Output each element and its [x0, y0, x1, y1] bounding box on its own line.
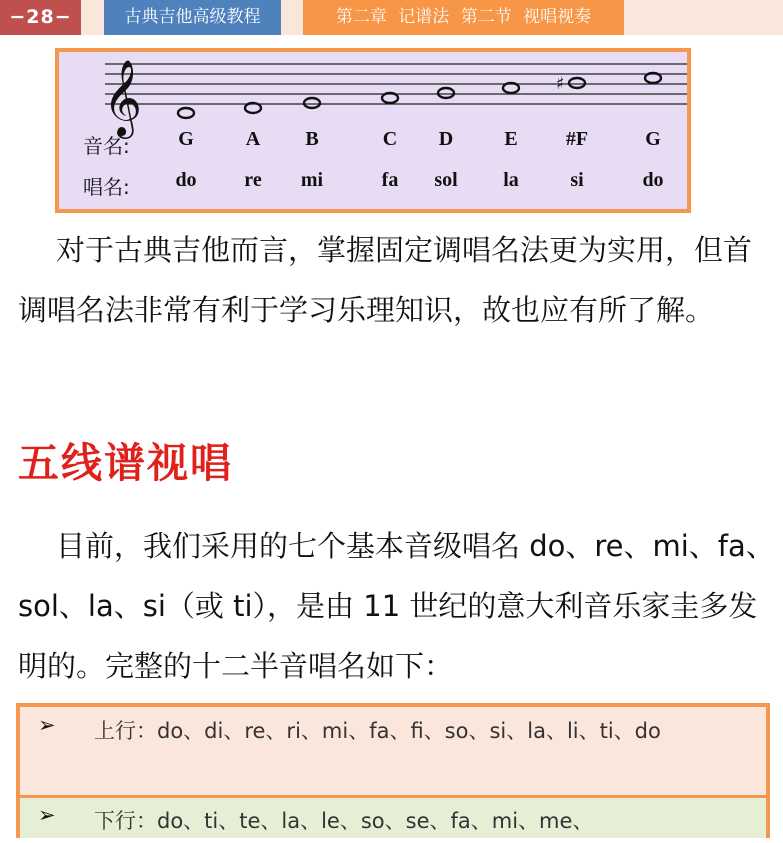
descending-solfege: 下行：do、ti、te、la、le、so、se、fa、mi、me、 — [94, 809, 594, 833]
intro-paragraph: 对于古典吉他而言，掌握固定调唱名法更为实用，但首调唱名法非常有利于学习乐理知识，故也应有所了解。 — [18, 233, 753, 327]
note-name-row-label: 音名: — [83, 134, 130, 158]
whole-note-icon — [304, 98, 320, 108]
whole-note-icon — [178, 108, 194, 118]
note-name-label: D — [438, 128, 454, 150]
treble-clef-icon: 𝄞 — [103, 59, 143, 136]
whole-note-icon — [438, 88, 454, 98]
section-title: 第二章 记谱法 第二节 视唱视奏 — [303, 0, 624, 35]
page-header — [0, 0, 783, 35]
body-paragraph: 目前，我们采用的七个基本音级唱名 do、re、mi、fa、sol、la、si（或 ti），是由 11 世纪的意大利音乐家圭多发明的。完整的十二半音唱名如下： — [18, 529, 775, 683]
bullet-arrow-icon: ➢ — [38, 803, 56, 827]
note-name-label: E — [504, 128, 518, 150]
note-name-label: C — [382, 128, 398, 150]
book-title: 古典吉他高级教程 — [104, 0, 281, 35]
solfege-label: mi — [300, 169, 324, 191]
notation-figure — [55, 48, 691, 213]
solfege-label: la — [503, 169, 519, 191]
ascending-box — [16, 703, 770, 800]
solfege-label: fa — [381, 169, 399, 191]
note-name-label: B — [305, 128, 319, 150]
solfege-label: si — [570, 169, 584, 191]
solfege-label: sol — [434, 169, 458, 191]
note-name-label: G — [645, 128, 661, 150]
note-name-label: #F — [565, 128, 589, 150]
descending-box — [16, 795, 770, 838]
solfege-label: re — [244, 169, 262, 191]
sharp-icon: ♯ — [556, 74, 565, 94]
bullet-arrow-icon: ➢ — [38, 713, 56, 737]
note-name-label: A — [245, 128, 261, 150]
ascending-solfege: 上行：do、di、re、ri、mi、fa、fi、so、si、la、li、ti、do — [94, 719, 661, 743]
section-heading: 五线谱视唱 — [18, 439, 233, 487]
page-number: −28− — [0, 0, 81, 35]
whole-note-icon — [569, 78, 585, 88]
solfege-row-label: 唱名: — [83, 175, 130, 199]
solfege-label: do — [175, 169, 197, 191]
note-name-label: G — [178, 128, 194, 150]
solfege-label: do — [642, 169, 664, 191]
